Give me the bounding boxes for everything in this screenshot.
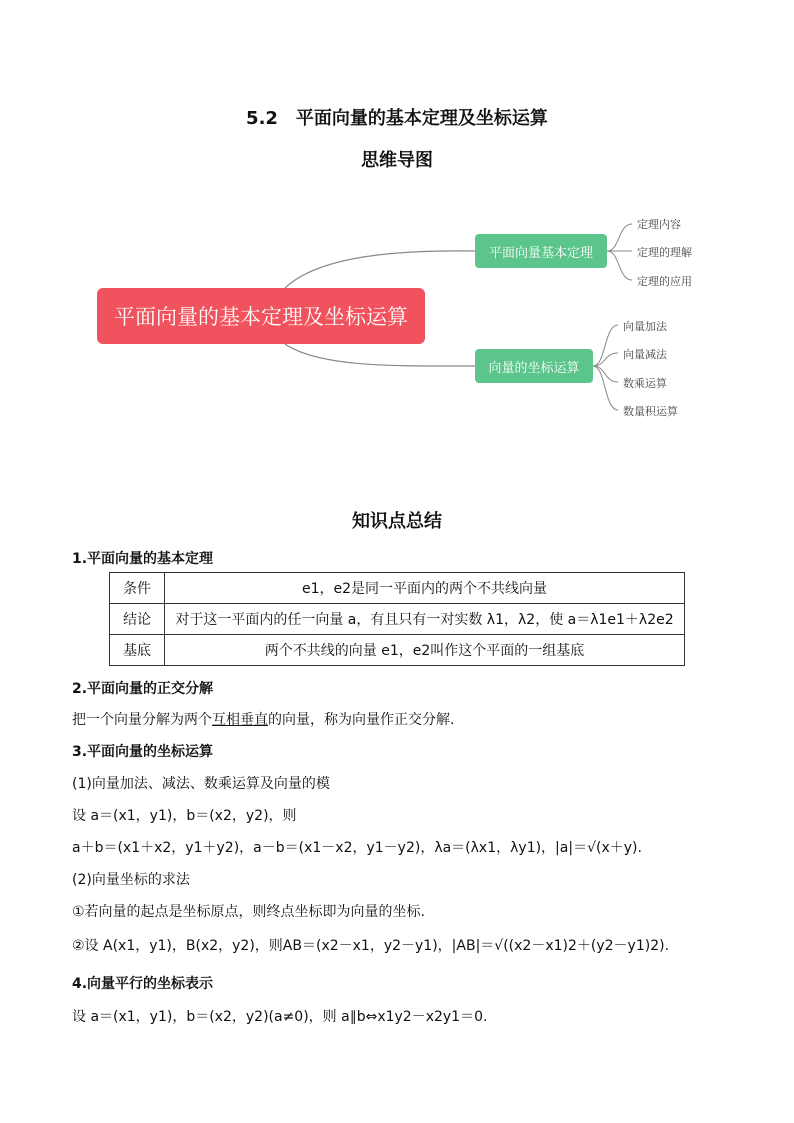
row-value: 对于这一平面内的任一向量 a，有且只有一对实数 λ1，λ2，使 a＝λ1e1＋λ2e2	[165, 604, 685, 635]
section-2-text	[72, 709, 454, 729]
mindmap-leaf: 定理内容	[637, 218, 681, 231]
section-3-heading: 3.平面向量的坐标运算	[72, 744, 214, 760]
mindmap-root-node: 平面向量的基本定理及坐标运算	[97, 288, 425, 344]
mindmap-leaf: 数乘运算	[623, 377, 667, 390]
row-key: 基底	[110, 635, 165, 666]
mindmap-leaf: 向量加法	[623, 320, 667, 333]
mindmap-leaf: 定理的理解	[637, 246, 692, 259]
table-row	[110, 604, 685, 635]
page-title: 5.2 平面向量的基本定理及坐标运算	[246, 108, 548, 129]
mindmap-branch-coordinates: 向量的坐标运算	[475, 349, 593, 383]
row-key: 条件	[110, 573, 165, 604]
mindmap-heading: 思维导图	[361, 150, 433, 171]
text-part: 把一个向量分解为两个	[72, 712, 212, 728]
mind-map	[0, 200, 794, 440]
table-row	[110, 573, 685, 604]
section-1-heading: 1.平面向量的基本定理	[72, 551, 214, 567]
summary-heading: 知识点总结	[352, 511, 442, 532]
table-row	[110, 635, 685, 666]
section-3-item2: ②设 A(x1，y1)，B(x2，y2)，则AB＝(x2－x1，y2－y1)，|AB|＝√((x2－x1)2＋(y2－y1)2).	[72, 938, 670, 954]
theorem-table	[109, 572, 685, 666]
mindmap-leaf: 数量积运算	[623, 405, 678, 418]
mindmap-leaf: 定理的应用	[637, 275, 692, 288]
row-value: e1，e2是同一平面内的两个不共线向量	[165, 573, 685, 604]
section-3-item1: ①若向量的起点是坐标原点，则终点坐标即为向量的坐标.	[72, 904, 425, 920]
row-value: 两个不共线的向量 e1，e2叫作这个平面的一组基底	[165, 635, 685, 666]
mindmap-branch-theorem: 平面向量基本定理	[475, 234, 607, 268]
section-3-given: 设 a＝(x1，y1)，b＝(x2，y2)，则	[72, 808, 297, 824]
section-3-sub2: (2)向量坐标的求法	[72, 872, 190, 888]
section-3-formula: a＋b＝(x1＋x2，y1＋y2)，a－b＝(x1－x2，y1－y2)，λa＝(λx1，λy1)，|a|＝√(x＋y).	[72, 840, 642, 856]
section-4-heading: 4.向量平行的坐标表示	[72, 976, 214, 992]
text-underlined: 互相垂直	[212, 712, 268, 728]
row-key: 结论	[110, 604, 165, 635]
section-3-sub1: (1)向量加法、减法、数乘运算及向量的模	[72, 776, 330, 792]
text-part: 的向量，称为向量作正交分解.	[268, 712, 455, 728]
mindmap-leaf: 向量减法	[623, 348, 667, 361]
section-2-heading: 2.平面向量的正交分解	[72, 681, 214, 697]
section-4-text: 设 a＝(x1，y1)，b＝(x2，y2)(a≠0)，则 a∥b⇔x1y2－x2y1＝0.	[72, 1009, 488, 1025]
